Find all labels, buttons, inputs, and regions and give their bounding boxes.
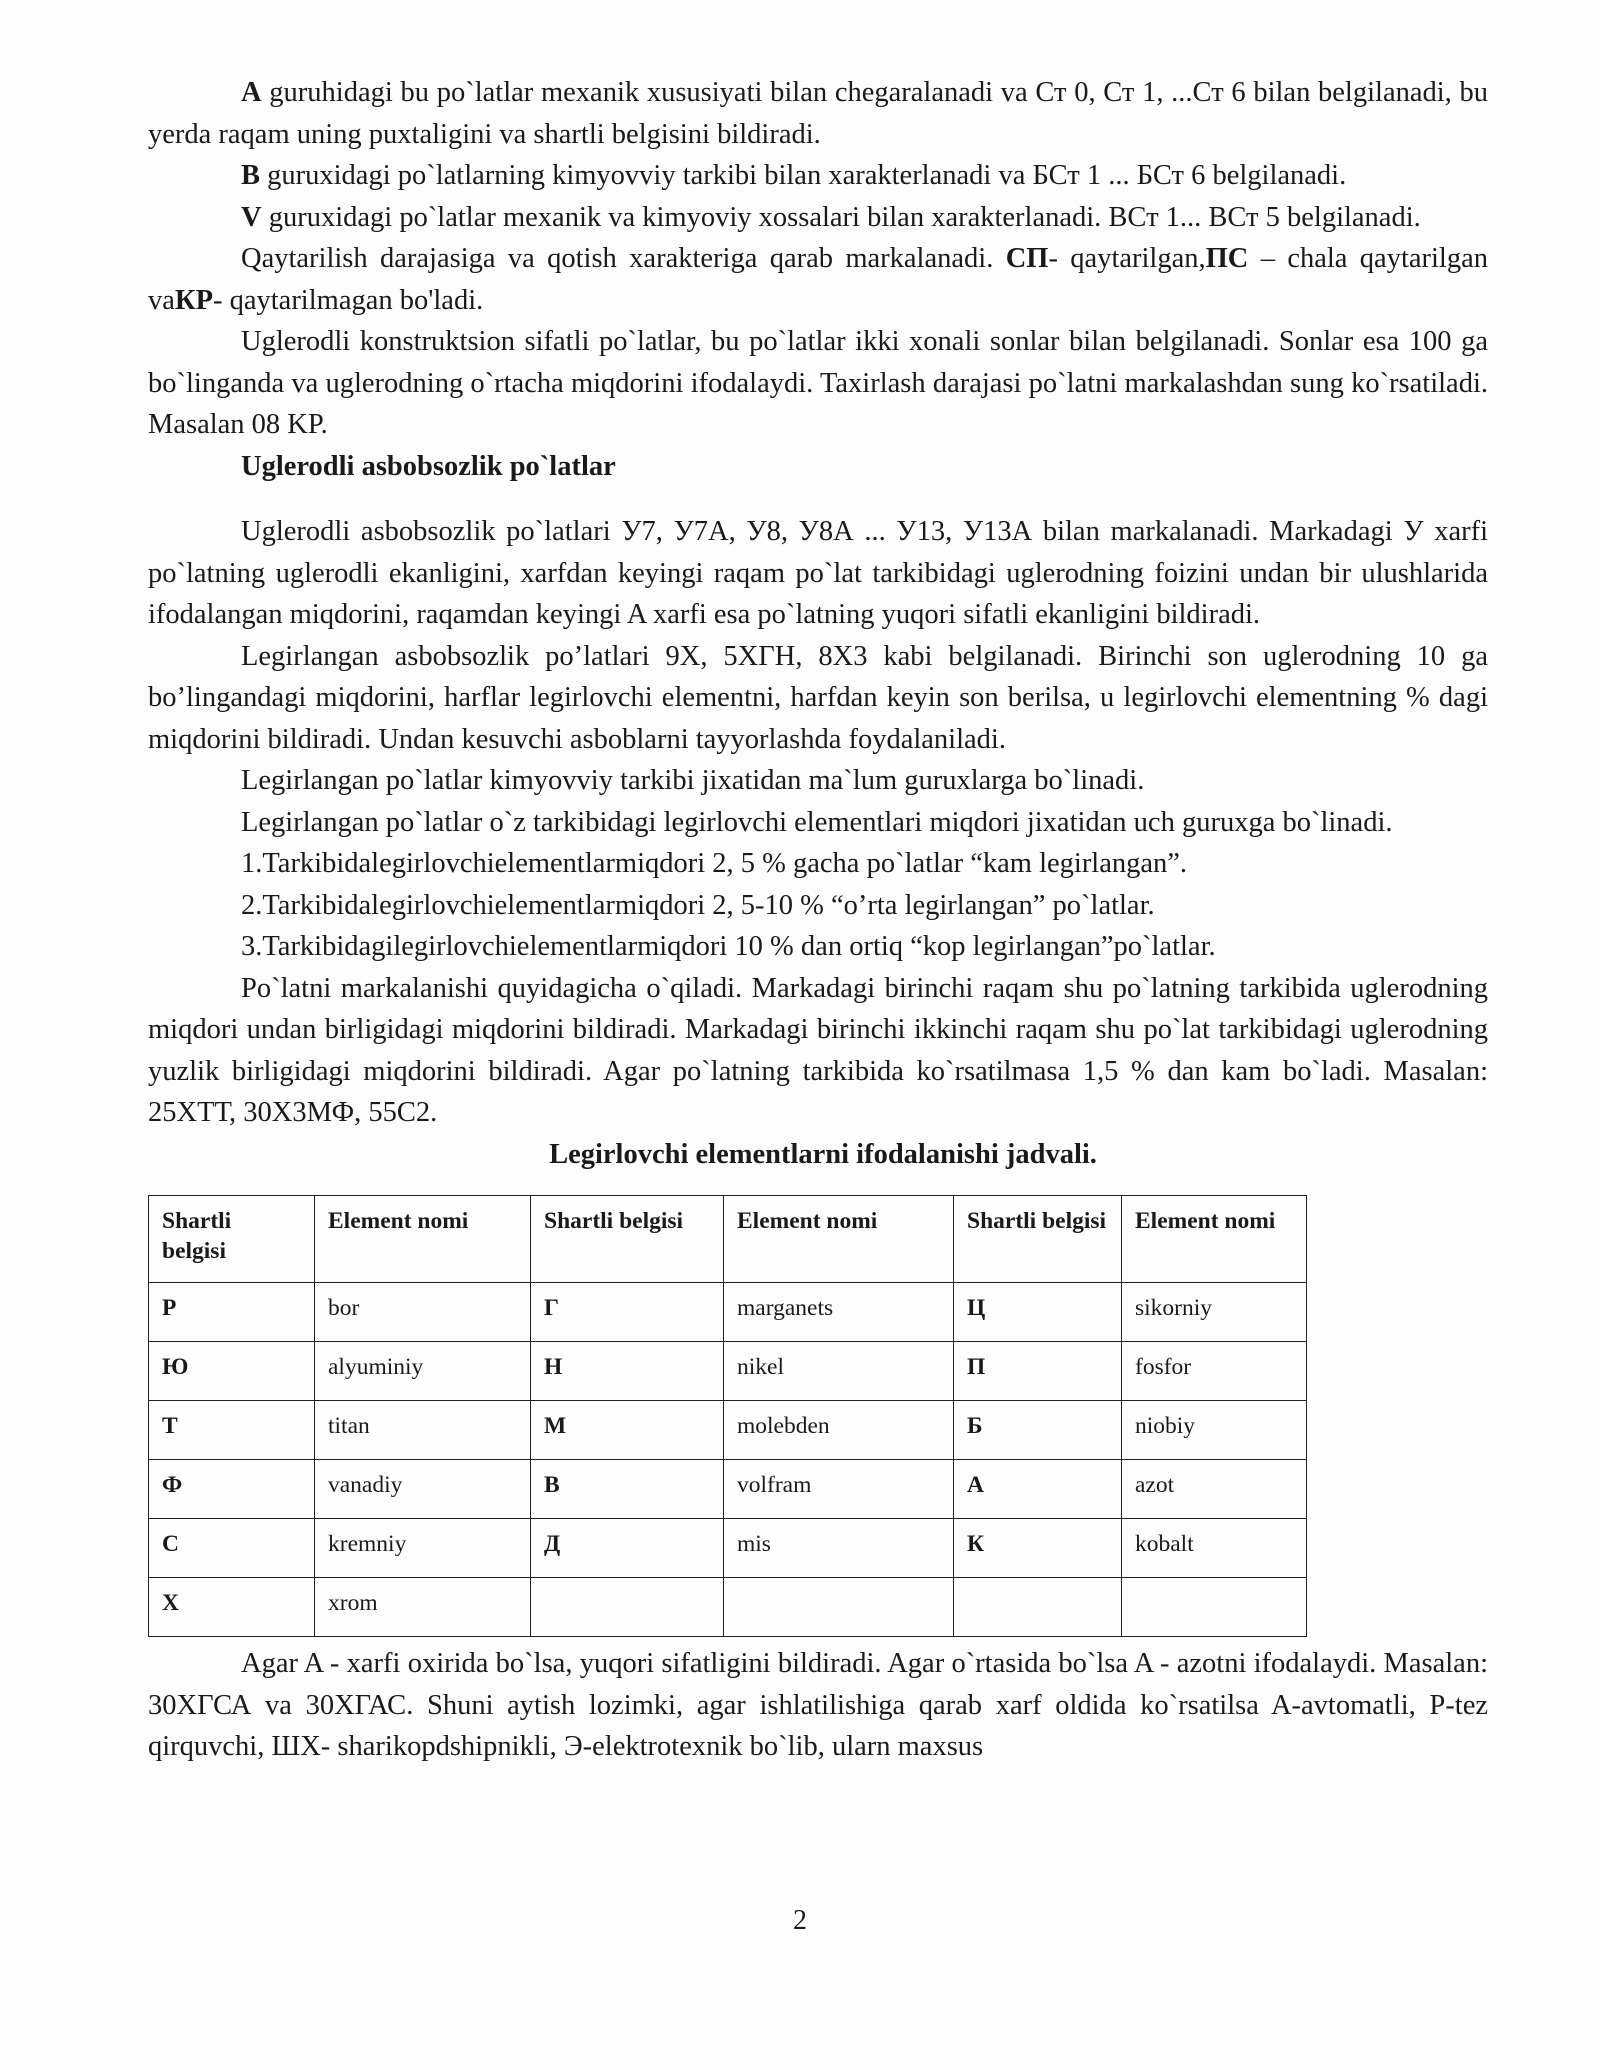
- element-name-cell: fosfor: [1122, 1342, 1307, 1401]
- group-v-text: guruxidagi po`latlar mexanik va kimyoviy xossalari bilan xarakterlanadi. ВСт 1... ВСт 5 belgilanadi.: [261, 201, 1421, 233]
- header-cell: Shartli belgisi: [954, 1196, 1122, 1283]
- element-name-cell: xrom: [315, 1578, 531, 1637]
- element-name-cell: volfram: [724, 1460, 954, 1519]
- table-row: [149, 1578, 1307, 1637]
- header-cell: Element nomi: [724, 1196, 954, 1283]
- group-a-label: A: [241, 77, 262, 108]
- page-number: 2: [793, 1905, 807, 1936]
- element-name-cell: marganets: [724, 1283, 954, 1342]
- group-v-label: V: [241, 201, 262, 233]
- paragraph-alloyed-groups: Legirlangan po`latlar kimyovviy tarkibi jixatidan ma`lum guruxlarga bo`linadi.: [241, 765, 1145, 796]
- paragraph-carbon-tool: Uglerodli asbobsozlik po`latlari У7, У7А, У8, У8А ... У13, У13А bilan markalanadi. Markadagi У xarfi po`latning uglerodli ekanligini, xarfdan keyingi raqam po`lat tarkibidagi uglerodning foizini undan bir ulushlarida ifodalangan miqdorini, raqamdan keyingi A xarfi esa po`latning yuqori sifatli ekanligini bildiradi.: [148, 516, 1488, 630]
- paragraph-carbon-structural: Uglerodli konstruktsion sifatli po`latlar, bu po`latlar ikki xonali sonlar bilan belgilanadi. Sonlar esa 100 ga bo`linganda va uglerodning o`rtacha miqdorini ifodalaydi. Taxirlash darajasi po`latni markalashdan sung ko`rsatiladi. Masalan 08 KP.: [148, 326, 1488, 440]
- symbol-cell: [531, 1578, 724, 1637]
- deoxidation-text-4: - qaytarilmagan bo'ladi.: [212, 284, 484, 316]
- symbol-cell: Д: [531, 1519, 724, 1578]
- deoxidation-text-3: – chala qaytarilgan va: [148, 243, 1489, 316]
- paragraph-alloy-content: Legirlangan po`latlar o`z tarkibidagi legirlovchi elementlari miqdori jixatidan uch guruxga bo`linadi.: [241, 806, 1393, 838]
- table-container: [148, 1195, 1488, 1637]
- element-name-cell: niobiy: [1122, 1401, 1307, 1460]
- symbol-cell: Г: [531, 1283, 724, 1342]
- table-caption: Legirlovchi elementlarni ifodalanishi jadvali.: [549, 1138, 1097, 1170]
- element-name-cell: kobalt: [1122, 1519, 1307, 1578]
- element-name-cell: bor: [315, 1283, 531, 1342]
- header-cell: Element nomi: [315, 1196, 531, 1283]
- element-name-cell: nikel: [724, 1342, 954, 1401]
- table-row: [149, 1519, 1307, 1578]
- element-name-cell: mis: [724, 1519, 954, 1578]
- deoxidation-text-1: Qaytarilish darajasiga va qotish xarakteriga qarab markalanadi.: [241, 243, 1006, 274]
- paragraph-marking-reading: Po`latni markalanishi quyidagicha o`qiladi. Markadagi birinchi raqam shu po`latning tarkibida uglerodning miqdori undan birligidagi miqdorini bildiradi. Markadagi birinchi ikkinchi raqam shu po`lat tarkibidagi uglerodning yuzlik birligidagi miqdorini bildiradi. Agar po`latning tarkibida ko`rsatilmasa 1,5 % dan kam bo`ladi. Masalan: 25ХТТ, 30Х3МФ, 55С2.: [148, 972, 1488, 1128]
- paragraph-group-a: [148, 72, 1488, 155]
- table-row: [149, 1342, 1307, 1401]
- section-heading: Uglerodli asbobsozlik po`latlar: [241, 450, 616, 482]
- element-name-cell: molebden: [724, 1401, 954, 1460]
- paragraph-marking-letters: Agar A - xarfi oxirida bo`lsa, yuqori sifatligini bildiradi. Agar o`rtasida bo`lsa A - azotni ifodalaydi. Masalan: 30ХГСА va 30ХГАС. Shuni aytish lozimki, agar ishlatilishiga qarab xarf oldida ko`rsatilsa A-avtomatli, P-tez qirquvchi, ШХ- sharikopdshipnikli, Э-elektrotexnik bo`lib, ularn maxsus: [148, 1648, 1488, 1762]
- symbol-cell: Ф: [149, 1460, 315, 1519]
- list-item: 1.Tarkibidalegirlovchielementlarmiqdori 2, 5 % gacha po`latlar “kam legirlangan”.: [241, 848, 1188, 879]
- paragraph-alloyed-tool: Legirlangan asbobsozlik po’latlari 9Х, 5ХГН, 8Х3 kabi belgilanadi. Birinchi son uglerodning 10 ga bo’lingandagi miqdorini, harflar legirlovchi elementni, harfdan keyin son berilsa, u legirlovchi elementning % dagi miqdorini bildiradi. Undan kesuvchi asboblarni tayyorlashda foydalaniladi.: [148, 640, 1488, 755]
- element-name-cell: alyuminiy: [315, 1342, 531, 1401]
- deoxidation-code-ps: ПС: [1205, 243, 1249, 274]
- table-row: [149, 1283, 1307, 1342]
- symbol-cell: П: [954, 1342, 1122, 1401]
- list-item: 2.Tarkibidalegirlovchielementlarmiqdori 2, 5-10 % “o’rta legirlangan” po`latlar.: [241, 889, 1155, 921]
- symbol-cell: Ю: [149, 1342, 315, 1401]
- table-header-row: [149, 1196, 1307, 1283]
- list-item: 3.Tarkibidagilegirlovchielementlarmiqdori 10 % dan ortiq “kop legirlangan”po`latlar.: [241, 931, 1216, 962]
- symbol-cell: К: [954, 1519, 1122, 1578]
- page-content: [148, 72, 1488, 1768]
- header-cell: Element nomi: [1122, 1196, 1307, 1283]
- header-cell: Shartli belgisi: [149, 1196, 315, 1283]
- symbol-cell: Ц: [954, 1283, 1122, 1342]
- symbol-cell: Р: [149, 1283, 315, 1342]
- group-a-text: guruhidagi bu po`latlar mexanik xususiyati bilan chegaralanadi va Ст 0, Ст 1, ...Ст 6 bilan belgilanadi, bu yerda raqam uning puxtaligini va shartli belgisini bildiradi.: [148, 77, 1488, 150]
- deoxidation-code-kp: КР: [174, 284, 213, 316]
- paragraph-deoxidation: [148, 238, 1488, 321]
- symbol-cell: Б: [954, 1401, 1122, 1460]
- symbol-cell: Х: [149, 1578, 315, 1637]
- symbol-cell: Т: [149, 1401, 315, 1460]
- symbol-cell: В: [531, 1460, 724, 1519]
- alloying-elements-table: [148, 1195, 1307, 1637]
- group-b-text: guruxidagi po`latlarning kimyovviy tarkibi bilan xarakterlanadi va БСт 1 ... БСт 6 belgilanadi.: [260, 160, 1347, 191]
- deoxidation-text-2: - qaytarilgan,: [1048, 243, 1206, 274]
- element-name-cell: kremniy: [315, 1519, 531, 1578]
- deoxidation-code-sp: СП: [1005, 243, 1049, 274]
- element-name-cell: titan: [315, 1401, 531, 1460]
- symbol-cell: [954, 1578, 1122, 1637]
- element-name-cell: azot: [1122, 1460, 1307, 1519]
- table-row: [149, 1401, 1307, 1460]
- symbol-cell: Н: [531, 1342, 724, 1401]
- element-name-cell: vanadiy: [315, 1460, 531, 1519]
- element-name-cell: [724, 1578, 954, 1637]
- group-b-label: B: [241, 160, 261, 191]
- symbol-cell: С: [149, 1519, 315, 1578]
- element-name-cell: [1122, 1578, 1307, 1637]
- header-cell: Shartli belgisi: [531, 1196, 724, 1283]
- symbol-cell: А: [954, 1460, 1122, 1519]
- table-row: [149, 1460, 1307, 1519]
- symbol-cell: М: [531, 1401, 724, 1460]
- paragraph-group-v: [148, 197, 1488, 239]
- element-name-cell: sikorniy: [1122, 1283, 1307, 1342]
- paragraph-group-b: [148, 155, 1488, 197]
